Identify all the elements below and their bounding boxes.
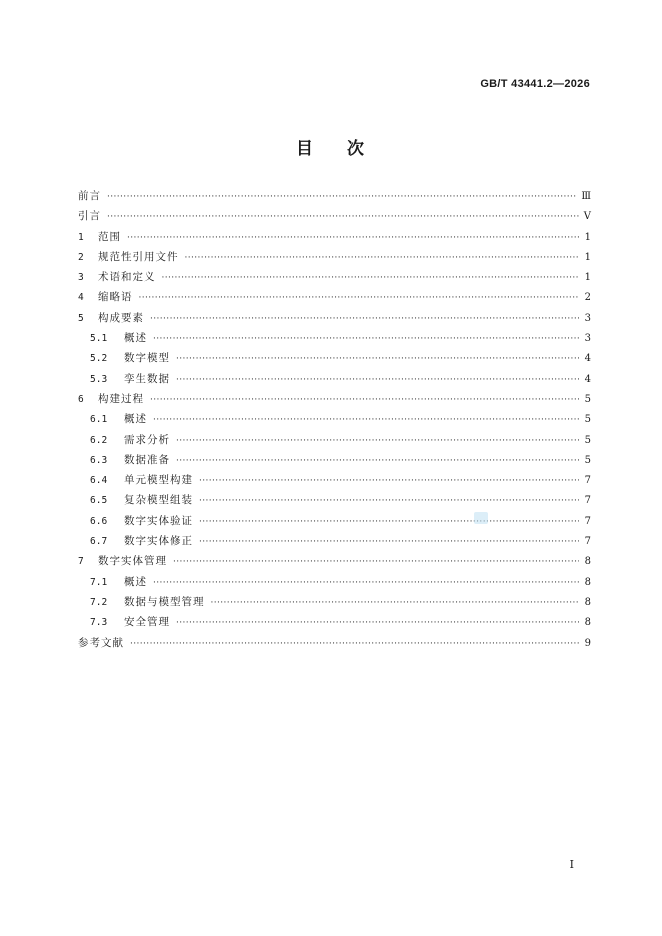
toc-entry-title: 前言: [78, 190, 101, 202]
toc-entry-title: 需求分析: [124, 433, 170, 446]
toc-entry-title: 数据准备: [124, 453, 170, 466]
toc-entry-page: Ⅲ: [581, 191, 591, 202]
toc-entry-number: 7: [78, 556, 84, 568]
toc-entry-title: 复杂模型组装: [124, 494, 193, 507]
toc-entry-title: 数据与模型管理: [124, 595, 205, 608]
toc-leader-dots: [176, 375, 579, 385]
toc-entry-page: 8: [584, 576, 591, 588]
watermark-logo-icon: [474, 512, 488, 524]
toc-entry[interactable]: [78, 553, 591, 573]
toc-entry-number: 6.3: [90, 454, 108, 466]
toc-entry-page: 8: [584, 617, 591, 629]
page-title-char-2: 次: [347, 139, 366, 159]
toc-entry-page: 7: [584, 495, 591, 507]
toc-leader-dots: [173, 557, 579, 567]
toc-entry-number: 7.1: [90, 576, 108, 588]
toc-entry[interactable]: [78, 229, 591, 249]
toc-entry-title: 术语和定义: [98, 271, 156, 284]
toc-entry-number: 5.1: [90, 333, 108, 345]
toc-leader-dots: [127, 233, 579, 243]
toc-leader-dots: [162, 273, 580, 283]
toc-entry-title: 构成要素: [98, 311, 144, 324]
toc-entry[interactable]: [78, 614, 591, 634]
toc-entry-title: 数字实体管理: [98, 555, 167, 568]
toc-entry[interactable]: [78, 533, 591, 553]
toc-entry-title: 概述: [124, 332, 147, 345]
toc-entry[interactable]: [78, 452, 591, 472]
toc-entry[interactable]: [78, 492, 591, 512]
toc-entry[interactable]: [78, 411, 591, 431]
toc-entry-page: 8: [584, 556, 591, 568]
toc-entry-number: 6.5: [90, 495, 108, 507]
toc-leader-dots: [150, 395, 579, 405]
toc-entry-title: 概述: [124, 413, 147, 426]
toc-entry-number: 6.4: [90, 475, 108, 487]
toc-entry-page: 5: [584, 414, 591, 426]
toc-leader-dots: [130, 639, 579, 649]
toc-entry-number: 5.3: [90, 373, 108, 385]
toc-entry-page: 5: [584, 434, 591, 446]
table-of-contents: [78, 188, 591, 655]
toc-entry-number: 6.7: [90, 536, 108, 548]
page-title-char-1: 目: [296, 139, 315, 159]
toc-entry[interactable]: [78, 249, 591, 269]
toc-entry-title: 数字实体验证: [124, 514, 193, 527]
toc-entry-title: 数字实体修正: [124, 535, 193, 548]
toc-entry-number: 6.2: [90, 434, 108, 446]
toc-entry-number: 7.2: [90, 596, 108, 608]
toc-entry-page: 2: [584, 292, 591, 304]
toc-entry[interactable]: [78, 635, 591, 655]
toc-leader-dots: [107, 192, 577, 202]
toc-entry-page: Ⅴ: [583, 211, 591, 223]
toc-leader-dots: [153, 415, 579, 425]
toc-leader-dots: [176, 456, 579, 466]
toc-entry[interactable]: [78, 330, 591, 350]
toc-entry-page: 4: [584, 373, 591, 385]
toc-entry-page: 4: [584, 353, 591, 365]
toc-entry-title: 单元模型构建: [124, 474, 193, 487]
toc-entry-page: 1: [584, 251, 591, 263]
toc-entry-page: 8: [584, 596, 591, 608]
toc-leader-dots: [199, 537, 579, 547]
toc-entry-page: 9: [584, 637, 591, 649]
toc-entry[interactable]: [78, 513, 591, 533]
toc-leader-dots: [153, 334, 579, 344]
toc-leader-dots: [211, 598, 580, 608]
toc-entry-page: 7: [584, 515, 591, 527]
toc-entry-page: 7: [584, 536, 591, 548]
toc-leader-dots: [176, 354, 579, 364]
toc-entry-title: 缩略语: [98, 291, 133, 304]
toc-entry[interactable]: [78, 472, 591, 492]
toc-entry-page: 1: [584, 272, 591, 284]
page-title: [0, 134, 662, 159]
toc-entry-title: 参考文献: [78, 636, 124, 649]
toc-entry-page: 3: [584, 333, 591, 345]
toc-entry[interactable]: [78, 269, 591, 289]
toc-entry-number: 4: [78, 292, 84, 304]
toc-leader-dots: [107, 212, 579, 222]
toc-leader-dots: [153, 578, 579, 588]
toc-entry-title: 构建过程: [98, 392, 144, 405]
toc-leader-dots: [176, 436, 579, 446]
page-number: Ⅰ: [569, 858, 574, 871]
toc-entry-number: 5.2: [90, 353, 108, 365]
toc-leader-dots: [150, 314, 579, 324]
toc-entry-number: 6: [78, 393, 84, 405]
toc-entry-number: 7.3: [90, 617, 108, 629]
toc-entry-page: 5: [584, 454, 591, 466]
toc-entry-title: 数字模型: [124, 352, 170, 365]
toc-entry[interactable]: [78, 310, 591, 330]
toc-entry[interactable]: [78, 432, 591, 452]
toc-entry-title: 范围: [98, 230, 121, 243]
toc-leader-dots: [199, 517, 579, 527]
toc-entry[interactable]: [78, 289, 591, 309]
toc-entry[interactable]: [78, 371, 591, 391]
toc-leader-dots: [139, 293, 580, 303]
toc-entry[interactable]: [78, 350, 591, 370]
toc-entry-number: 6.6: [90, 515, 108, 527]
toc-entry-title: 孪生数据: [124, 372, 170, 385]
toc-entry-page: 3: [584, 312, 591, 324]
toc-entry-page: 1: [584, 231, 591, 243]
toc-leader-dots: [176, 618, 579, 628]
toc-entry-page: 7: [584, 475, 591, 487]
toc-entry[interactable]: [78, 574, 591, 594]
toc-entry-page: 5: [584, 393, 591, 405]
toc-entry[interactable]: [78, 391, 591, 411]
toc-leader-dots: [199, 496, 579, 506]
toc-entry-number: 6.1: [90, 414, 108, 426]
toc-leader-dots: [185, 253, 580, 263]
toc-entry[interactable]: [78, 594, 591, 614]
toc-leader-dots: [199, 476, 579, 486]
toc-entry-number: 2: [78, 251, 84, 263]
toc-entry-title: 安全管理: [124, 616, 170, 629]
toc-entry[interactable]: [78, 188, 591, 208]
toc-entry[interactable]: [78, 208, 591, 228]
toc-entry-title: 引言: [78, 210, 101, 223]
toc-entry-title: 概述: [124, 575, 147, 588]
toc-entry-number: 3: [78, 272, 84, 284]
standard-code: GB/T 43441.2—2026: [480, 78, 590, 90]
toc-entry-number: 5: [78, 312, 84, 324]
toc-entry-title: 规范性引用文件: [98, 250, 179, 263]
toc-entry-number: 1: [78, 231, 84, 243]
